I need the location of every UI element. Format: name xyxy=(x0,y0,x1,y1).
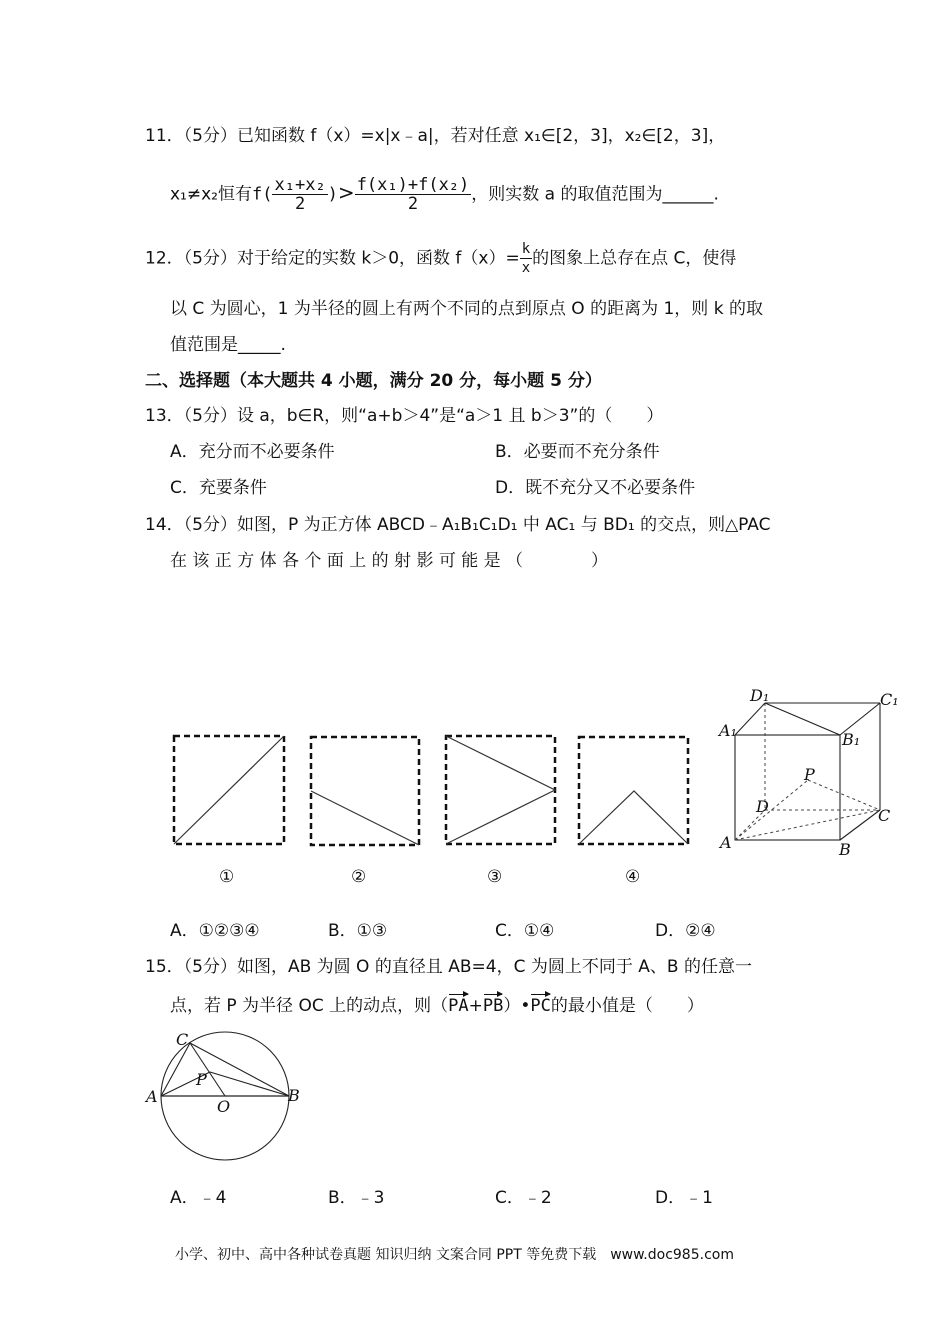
q11-frac1-num: x₁+x₂ xyxy=(274,175,326,195)
circle-label-a: A xyxy=(146,1087,158,1106)
q11-line2 xyxy=(170,176,719,213)
q12-frac xyxy=(520,240,532,277)
q15-vector-pa: PA xyxy=(448,992,468,1017)
q14-figure-label-4: ④ xyxy=(625,867,641,887)
q15-option-c: C．﹣2 xyxy=(495,1188,552,1208)
q15-option-a: A．﹣4 xyxy=(170,1188,227,1208)
q14-option-d: D．②④ xyxy=(655,921,716,941)
q12-line1-post: 的图象上总存在点 C，使得 xyxy=(532,248,737,269)
q11-line2-post: ，则实数 a 的取值范围为______. xyxy=(471,184,719,205)
q14-option-a: A．①②③④ xyxy=(170,921,260,941)
q13-option-d: D．既不充分又不必要条件 xyxy=(495,478,696,498)
q15-line1: 15．（5分）如图，AB 为圆 O 的直径且 AB=4，C 为圆上不同于 A、B 的任意一 xyxy=(145,957,752,977)
page-footer: 小学、初中、高中各种试卷真题 知识归纳 文案合同 PPT 等免费下载 www.doc985.com xyxy=(175,1247,734,1263)
q15-option-b: B．﹣3 xyxy=(328,1188,385,1208)
q15-line2 xyxy=(170,992,704,1017)
q14-option-c: C．①④ xyxy=(495,921,555,941)
circle-label-o: O xyxy=(217,1097,231,1116)
cube-label-c1: C₁ xyxy=(880,690,899,709)
q11-f-open: f( xyxy=(252,184,273,205)
q14-line1: 14．（5分）如图，P 为正方体 ABCD﹣A₁B₁C₁D₁ 中 AC₁ 与 BD₁ 的交点，则△PAC xyxy=(145,515,771,535)
q11-frac2 xyxy=(355,176,472,213)
q13-option-c: C．充要条件 xyxy=(170,478,267,498)
cube-label-d1: D₁ xyxy=(750,686,770,705)
q14-figure-label-3: ③ xyxy=(487,867,503,887)
q11-frac1-den: 2 xyxy=(294,194,306,214)
q14-figure-1 xyxy=(174,736,284,844)
q13-stem: 13．（5分）设 a，b∈R，则“a+b＞4”是“a＞1 且 b＞3”的（ ） xyxy=(145,406,664,426)
q15-vector-pb: PB xyxy=(483,992,503,1017)
q13-option-b: B．必要而不充分条件 xyxy=(495,442,660,462)
q11-frac2-num: f(x₁)+f(x₂) xyxy=(356,175,470,195)
q12-line3: 值范围是_____. xyxy=(170,335,286,355)
q12-line2: 以 C 为圆心，1 为半径的圆上有两个不同的点到原点 O 的距离为 1，则 k 的取 xyxy=(170,299,763,319)
cube-label-p: P xyxy=(804,765,815,784)
q15-option-d: D．﹣1 xyxy=(655,1188,713,1208)
q11-frac1 xyxy=(272,176,327,213)
cube-label-b1: B₁ xyxy=(842,730,861,749)
section2-title: 二、选择题（本大题共 4 小题，满分 20 分，每小题 5 分） xyxy=(145,371,602,391)
q14-figure-label-1: ① xyxy=(219,867,235,887)
q14-line2: 在 该 正 方 体 各 个 面 上 的 射 影 可 能 是 （ ） xyxy=(170,551,609,571)
cube-label-d: D xyxy=(756,797,769,816)
q14-figure-3 xyxy=(446,736,555,844)
cube-label-c: C xyxy=(878,806,891,825)
q11-line1: 11．（5分）已知函数 f（x）=x|x﹣a|，若对任意 x₁∈[2，3]，x₂∈[2，3]， xyxy=(145,126,726,146)
q14-figure-label-2: ② xyxy=(351,867,367,887)
circle-label-b: B xyxy=(288,1086,300,1105)
q11-gt: > xyxy=(337,180,355,205)
q14-figure-4 xyxy=(579,737,688,844)
q15-dot: ）• xyxy=(503,996,531,1016)
circle-label-p: P xyxy=(196,1070,207,1089)
q15-plus: + xyxy=(468,996,483,1016)
q15-vector-pc: PC xyxy=(530,992,550,1017)
q12-line1 xyxy=(145,240,736,277)
q11-line2-pre: x₁≠x₂恒有 xyxy=(170,184,252,205)
circle-label-c: C xyxy=(176,1030,189,1049)
q11-f-close: ) xyxy=(327,184,338,205)
q14-cube-figure xyxy=(720,690,910,860)
cube-label-b: B xyxy=(839,840,851,859)
q12-line1-pre: 12．（5分）对于给定的实数 k＞0，函数 f（x）= xyxy=(145,248,520,269)
q14-figure-2 xyxy=(311,737,419,845)
cube-label-a1: A₁ xyxy=(719,721,737,740)
q11-frac2-den: 2 xyxy=(407,194,419,214)
cube-label-a: A xyxy=(720,833,732,852)
q13-option-a: A．充分而不必要条件 xyxy=(170,442,335,462)
q12-frac-num: k xyxy=(521,241,531,257)
q12-frac-den: x xyxy=(521,260,531,276)
q15-line2-pre: 点，若 P 为半径 OC 上的动点，则（ xyxy=(170,996,449,1016)
q15-line2-post: 的最小值是（ ） xyxy=(550,996,704,1016)
q14-option-b: B．①③ xyxy=(328,921,388,941)
